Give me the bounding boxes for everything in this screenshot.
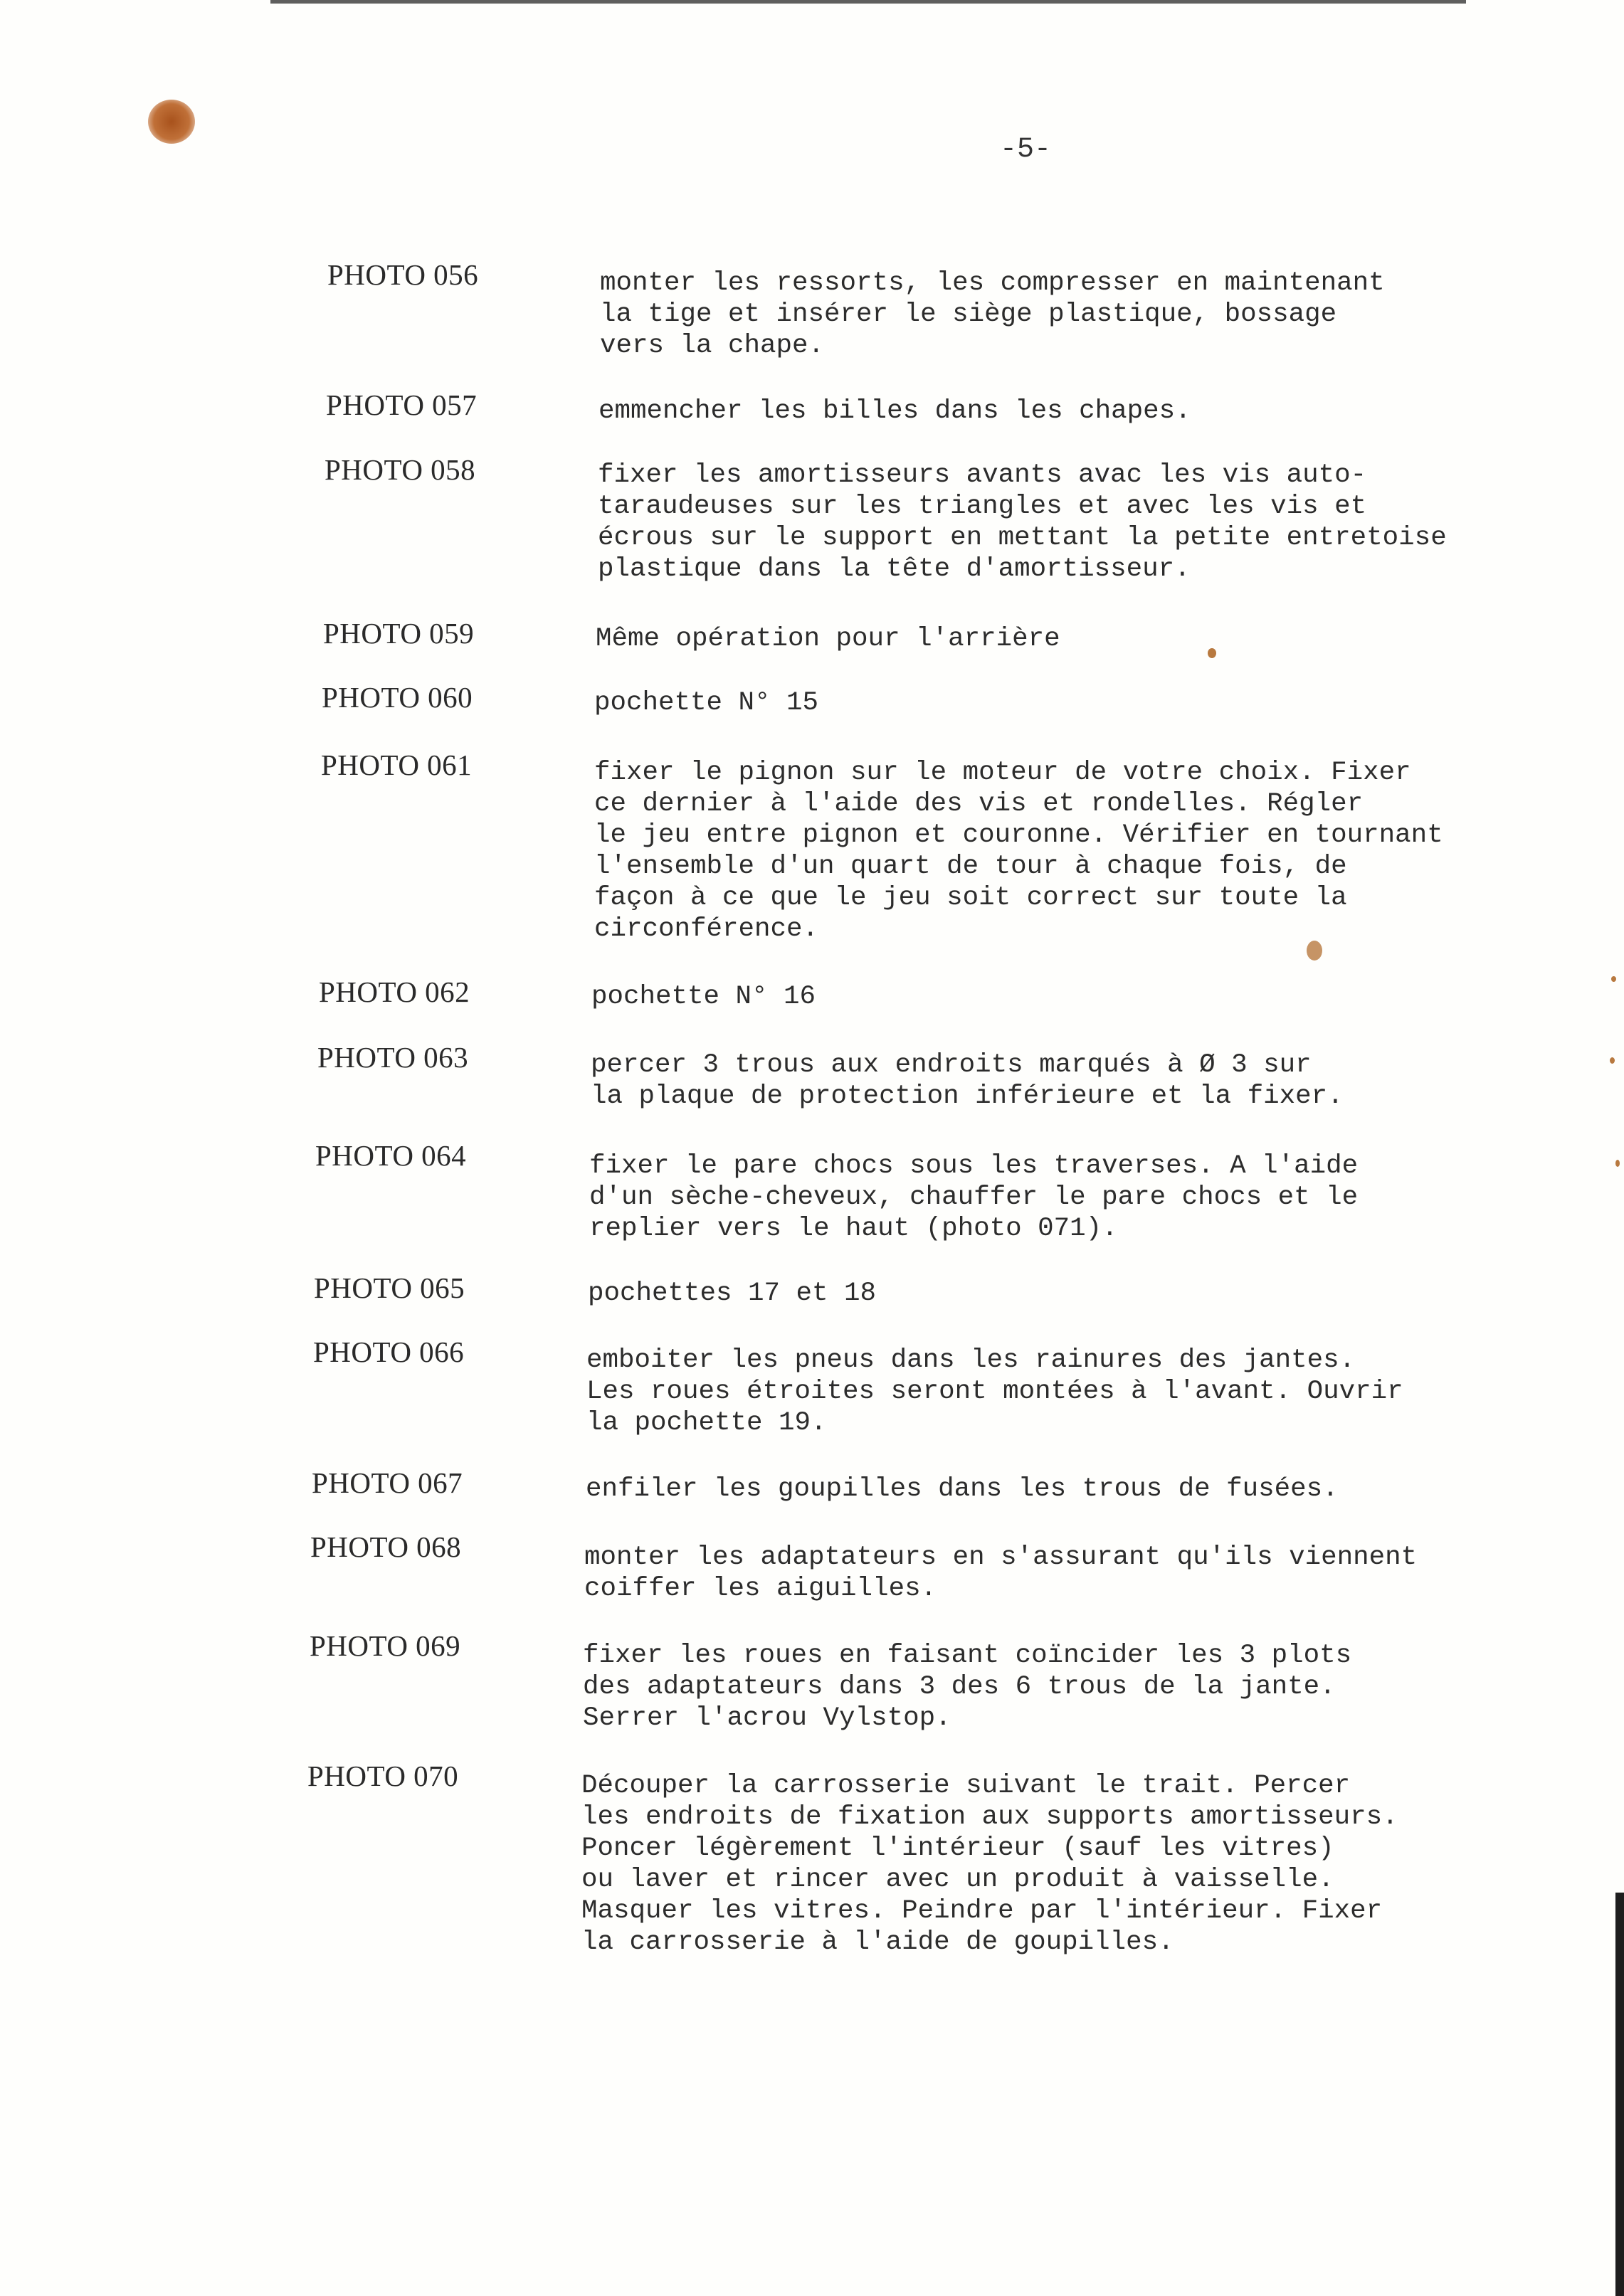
instruction-text: enfiler les goupilles dans les trous de fusées. [586, 1474, 1339, 1504]
instruction-text: fixer le pignon sur le moteur de votre choix. Fixer ce dernier à l'aide des vis et rondelles. Régler le jeu entre pignon et couronne. Vérifier en tournant l'ensemble d'un quart de tour à chaque fois, de façon à ce que le jeu soit correct sur toute la circonférence. [594, 758, 1443, 944]
instruction-text: monter les adaptateurs en s'assurant qu'ils viennent coiffer les aiguilles. [584, 1543, 1418, 1604]
photo-label: PHOTO 056 [327, 258, 479, 291]
photo-label: PHOTO 059 [323, 617, 475, 650]
photo-label: PHOTO 069 [310, 1629, 461, 1662]
rust-stain [148, 100, 195, 144]
instruction-text: percer 3 trous aux endroits marqués à Ø 3 sur la plaque de protection inférieure et la fixer. [591, 1050, 1344, 1111]
photo-label: PHOTO 062 [319, 975, 470, 1008]
photo-label: PHOTO 065 [314, 1271, 465, 1304]
instruction-text: Découper la carrosserie suivant le trait. Percer les endroits de fixation aux supports amortisseurs. Poncer légèrement l'intérieur (sauf les vitres) ou laver et rincer avec un produit à vaisselle. Masquer les vitres. Peindre par l'intérieur. Fixer la carrosserie à l'aide de goupilles. [581, 1771, 1398, 1957]
instruction-text: monter les ressorts, les compresser en maintenant la tige et insérer le siège plastique, bossage vers la chape. [600, 268, 1385, 361]
instruction-text: Même opération pour l'arrière [596, 624, 1060, 654]
instruction-text: pochette N° 16 [591, 982, 816, 1012]
photo-label: PHOTO 064 [315, 1139, 467, 1172]
instruction-text: pochette N° 15 [594, 688, 819, 718]
scan-top-edge [270, 0, 1466, 4]
instruction-text: fixer le pare chocs sous les traverses. A l'aide d'un sèche-cheveux, chauffer le pare chocs et le replier vers le haut (photo 071). [589, 1151, 1359, 1244]
photo-label: PHOTO 057 [326, 388, 478, 421]
instruction-text: emboiter les pneus dans les rainures des jantes. Les roues étroites seront montées à l'avant. Ouvrir la pochette 19. [586, 1345, 1403, 1438]
instruction-text: pochettes 17 et 18 [588, 1279, 877, 1308]
photo-label: PHOTO 058 [325, 453, 476, 486]
photo-label: PHOTO 060 [322, 681, 473, 714]
page-number: -5- [1000, 134, 1052, 166]
instruction-text: emmencher les billes dans les chapes. [599, 396, 1191, 426]
instruction-text: fixer les roues en faisant coïncider les 3 plots des adaptateurs dans 3 des 6 trous de la jante. Serrer l'acrou Vylstop. [583, 1641, 1352, 1733]
photo-label: PHOTO 067 [312, 1466, 463, 1499]
photo-label: PHOTO 061 [321, 748, 473, 781]
photo-label: PHOTO 070 [307, 1760, 459, 1792]
instruction-text: fixer les amortisseurs avants avac les vis auto- taraudeuses sur les triangles et avec les vis et écrous sur le support en mettant la petite entretoise plastique dans la tête d'amortisseur. [598, 460, 1447, 584]
photo-label: PHOTO 066 [313, 1335, 465, 1368]
photo-label: PHOTO 068 [310, 1530, 462, 1563]
photo-label: PHOTO 063 [317, 1041, 469, 1074]
